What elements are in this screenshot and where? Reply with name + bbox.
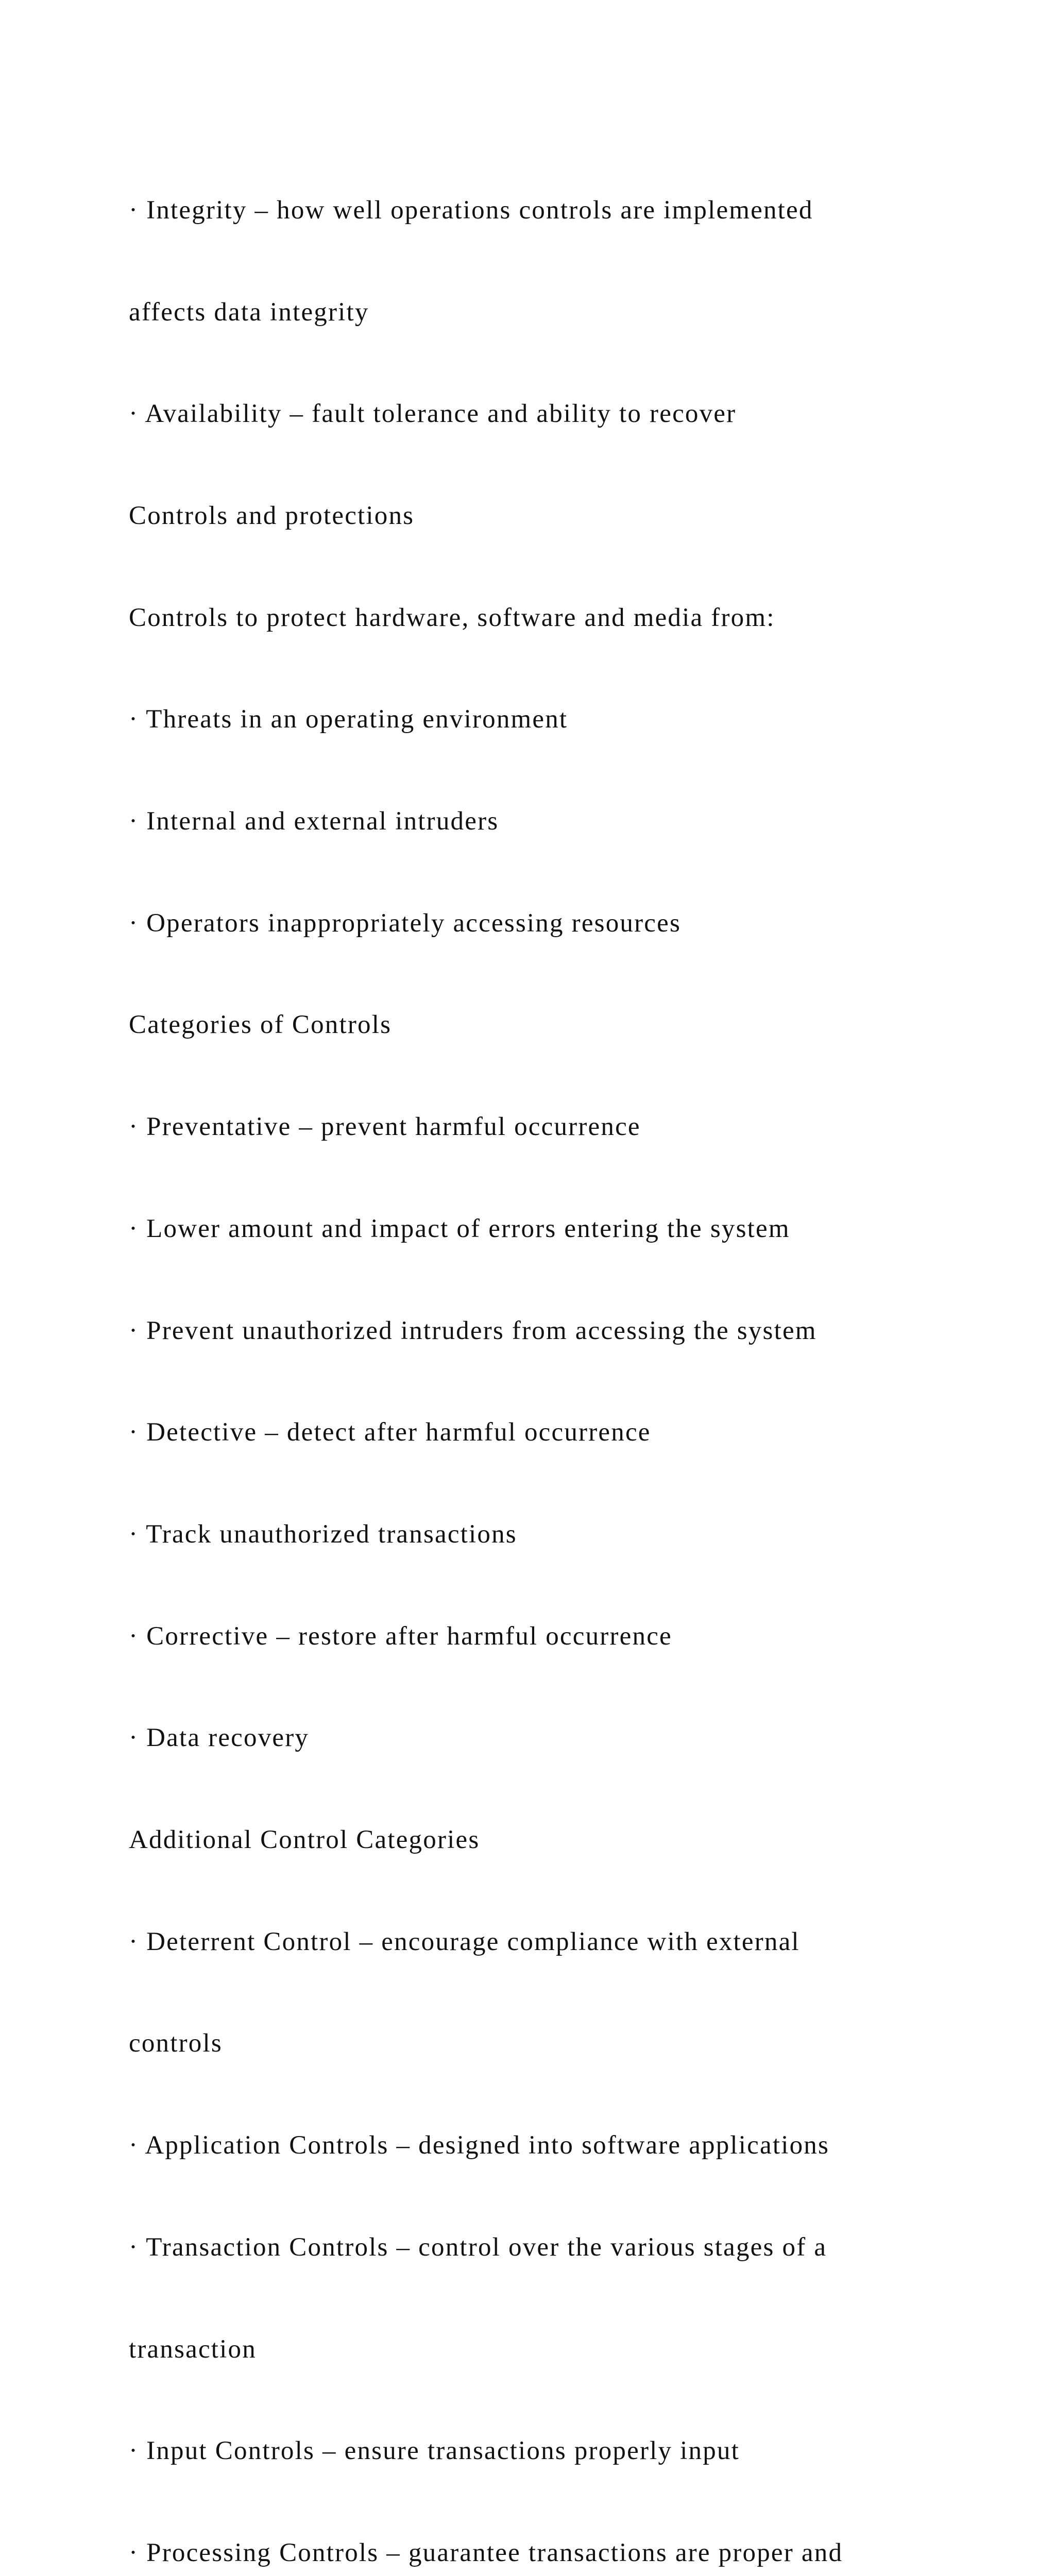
text-line: · Detective – detect after harmful occurrence <box>129 1418 651 1447</box>
text-line: controls <box>129 2029 223 2058</box>
text-line: · Track unauthorized transactions <box>129 1519 517 1549</box>
text-line: · Threats in an operating environment <box>129 705 568 734</box>
text-line: · Transaction Controls – control over the various stages of a <box>129 2232 827 2262</box>
text-line: · Deterrent Control – encourage compliance with external <box>129 1927 800 1956</box>
text-line: transaction <box>129 2334 257 2364</box>
text-line: Controls to protect hardware, software and media from: <box>129 603 775 632</box>
text-line: · Preventative – prevent harmful occurrence <box>129 1112 641 1142</box>
text-line: · Input Controls – ensure transactions properly input <box>129 2436 740 2466</box>
text-line: affects data integrity <box>129 297 369 327</box>
text-line: Controls and protections <box>129 501 415 530</box>
text-line: · Processing Controls – guarantee transactions are proper and <box>129 2538 843 2567</box>
text-line: Additional Control Categories <box>129 1825 480 1855</box>
text-line: · Integrity – how well operations controls are implemented <box>129 195 813 225</box>
text-line: Categories of Controls <box>129 1010 392 1040</box>
text-line: · Application Controls – designed into software applications <box>129 2131 830 2160</box>
text-line: · Lower amount and impact of errors entering the system <box>129 1214 790 1243</box>
text-line: · Internal and external intruders <box>129 807 499 836</box>
text-line: · Availability – fault tolerance and ability to recover <box>129 399 737 429</box>
text-line: · Prevent unauthorized intruders from accessing the system <box>129 1316 817 1345</box>
text-line: · Data recovery <box>129 1723 310 1753</box>
text-line: · Operators inappropriately accessing resources <box>129 908 682 938</box>
text-line: · Corrective – restore after harmful occurrence <box>129 1621 672 1651</box>
document-body <box>129 126 974 2576</box>
